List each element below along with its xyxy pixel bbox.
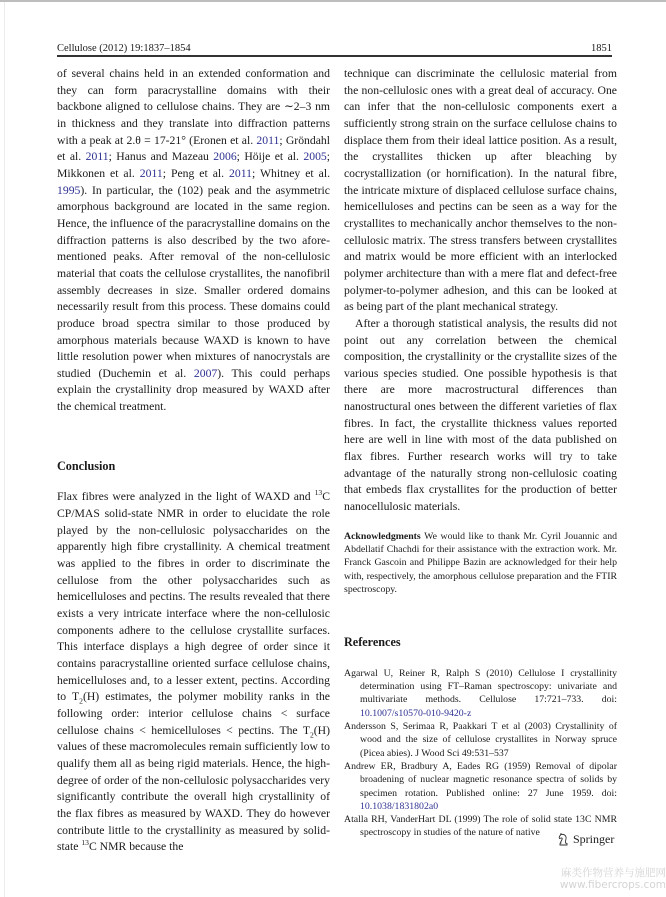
right-column (344, 66, 617, 840)
discussion-paragraph: of several chains held in an extended conformation and they can form paracrystalline domains with their backbone aligned to cellulose chains. They are ∼2–3 nm in thickness and they translate into diffraction patterns with a peak at 2.θ = 17-21° (Eronen et al. 2011; Gröndahl et al. 2011; Hanus and Mazeau 2006; Höije et al. 2005; Mikkonen et al. 2011; Peng et al. 2011; Whitney et al. 1995). In particular, the (102) peak and the asymmetric amorphous background are located in the same region. Hence, the influence of the paracrystalline domains on the diffraction patterns is also described by the two afore-mentioned peaks. After removal of the non-cellulosic material that coats the cellulose crystallites, the nanofibril assembly decreases in size. Smaller ordered domains necessarily result from this process. These domains could produce broad spectra similar to those produced by amorphous materials because WAXD is known to have little resolution power when mixtures of nanocrystals are studied (Duchemin et al. 2007). This could perhaps explain the crystallinity drop measured by WAXD after the chemical treatment. (57, 67, 331, 414)
doi-link[interactable]: 10.1007/s10570-010-9420-z (360, 707, 472, 719)
conclusion-paragraph-2: After a thorough statistical analysis, the results did not point out any correlation between the chemical composition, the crystallinity or the crystallite sizes of the various species studied. One possible hypothesis is that there are more macrostructural differences than nanostructural ones between the different varieties of flax fibres. In fact, the crystallite thickness values reported here are well in line with most of the data published on flax fibres. Further research works will try to take advantage of the naturally strong non-cellulosic coating that embeds flax crystallites for the production of better nanocellulosic materials. (344, 316, 617, 514)
conclusion-paragraph-continued: technique can discriminate the cellulosic material from the non-cellulosic ones with a great deal of accuracy. One can infer that the non-cellulosic components exert a sufficiently strong strain on the surface cellulose chains to displace them from their ideal lattice position. As a result, the crystallites thicken up after bleaching by cocrystallization (or hornification). In the natural fibre, the intricate mixture of displaced cellulose surface chains, hemicelluloses and pectins can be seen as a way for the crystallites to mechanically anchor themselves to the non-cellulosic matrix. The stress transfers between crystallites and matrix would be more efficient with an interlocked polymer architecture than with a mere flat and defect-free polymer-to-polymer adhesion, and this can be looked at as being part of the plant mechanical strategy. (344, 67, 617, 314)
acknowledgments: Acknowledgments We would like to thank Mr. Cyril Jouannic and Abdellatif Chachdi for their assistance with the extraction work. Mr. Franck Gascoin and Philippe Bazin are acknowledged for their help with, respectively, the amorphous cellulose preparation and the FTIR spectroscopy. (344, 530, 617, 595)
page-top-border (0, 0, 666, 2)
citation-link[interactable]: 2005 (303, 150, 327, 164)
references-heading: References (344, 635, 401, 650)
reference-item: Atalla RH, VanderHart DL (1999) The role of solid state 13C NMR spectroscopy in studies of the nature of native (344, 814, 617, 839)
springer-chess-knight-icon (558, 833, 569, 846)
left-column (57, 66, 330, 856)
citation-link[interactable]: 2007 (193, 366, 218, 380)
journal-citation: Cellulose (2012) 19:1837–1854 (57, 43, 191, 54)
citation-link[interactable]: 2006 (213, 150, 237, 164)
citation-link[interactable]: 2011 (139, 166, 163, 180)
conclusion-paragraph: Flax fibres were analyzed in the light of WAXD and $^{13}$C CP/MAS solid-state NMR in order to elucidate the role played by the non-cellulosic polysaccharides on the apparently high fibre crystallinity. A chemical treatment was applied to the fibres in order to discriminate the cellulose from the other polysaccharides such as hemicelluloses and pectins. The results revealed that there exists a very intricate interface where the non-cellulosic components adhere to the cellulose crystallite surfaces. This interface displays a high degree of order since it contains paracrystalline oriented surface cellulose chains, hemicelluloses and, to a lesser extent, pectins. According to $T_2(H)$ estimates, the polymer mobility ranks in the following order: interior cellulose chains < surface cellulose chains < hemicelluloses < pectins. The $T_2(H)$ values of these macromolecules remain sufficiently low to qualify them all as being rigid materials. Hence, the high-degree of order of the non-cellulosic polysaccharides very significantly contribute the overall high crystallinity of the flax fibres as measured by WAXD. They do however contribute little to the crystallinity as measured by solid-state $^{13}$C NMR because the (57, 488, 330, 854)
publisher-name: Springer (573, 832, 615, 846)
conclusion-heading: Conclusion (57, 458, 116, 473)
doi-link[interactable]: 10.1038/1831802a0 (360, 800, 439, 812)
citation-link[interactable]: 1995 (57, 183, 81, 197)
publisher-logo (558, 832, 614, 847)
citation-link[interactable]: 2011 (256, 133, 280, 147)
running-header (57, 36, 612, 54)
reference-item: Agarwal U, Reiner R, Ralph S (2010) Cellulose I crystallinity determination using FT–Raman spectroscopy: univariate and multivariate methods. Cellulose 17:721–733. doi: 10.1007/s10570-010-9420-z (344, 667, 617, 719)
citation-link[interactable]: 2011 (229, 166, 252, 180)
page-number: 1851 (591, 43, 612, 54)
references-list (344, 667, 617, 840)
reference-item: Andrew ER, Bradbury A, Eades RG (1959) Removal of dipolar broadening of nuclear magnetic resonance spectra of solids by specimen rotation. Published online: 27 June 1959. doi: 10.1038/1831802a0 (344, 760, 617, 812)
page-left-border (4, 2, 5, 897)
reference-item: Andersson S, Serimaa R, Paakkari T et al (2003) Crystallinity of wood and the size of cellulose crystallites in Norway spruce (Picea abies). J Wood Sci 49:531–537 (344, 721, 617, 759)
header-rule (57, 55, 612, 57)
citation-link[interactable]: 2011 (85, 150, 109, 164)
site-watermark: 麻类作物营养与施肥网 www.fibercrops.com (559, 867, 666, 891)
acknowledgments-label: Acknowledgments (344, 530, 421, 542)
